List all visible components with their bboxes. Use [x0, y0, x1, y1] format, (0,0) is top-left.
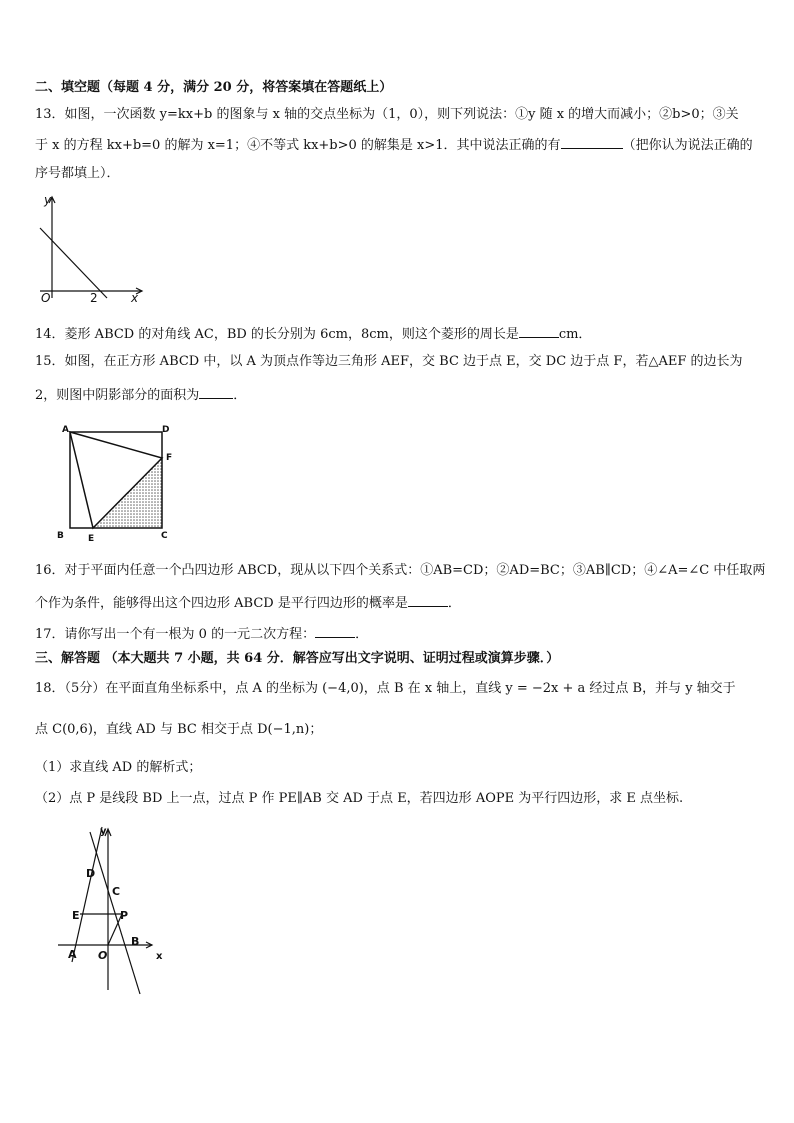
q13-origin-label: O [41, 291, 51, 305]
q15-label-d: D [162, 425, 170, 435]
q18-line-1: 18．（5分）在平面直角坐标系中，点 A 的坐标为 (−4,0)，点 B 在 x 轴上，直线 y = −2x + a 经过点 B，并与 y 轴交于 [35, 681, 736, 696]
q18-x-label: x [156, 951, 163, 962]
q15-line-2 [35, 384, 246, 405]
q15-line-1: 15．如图，在正方形 ABCD 中，以 A 为顶点作等边三角形 AEF，交 BC 边于点 E，交 DC 边于点 F，若△AEF 的边长为 [35, 354, 743, 369]
section-3-title: 三、解答题 [35, 651, 101, 666]
q13-function-line [40, 228, 107, 298]
q13-y-label: y [44, 193, 52, 207]
q18-part-2: （2）点 P 是线段 BD 上一点，过点 P 作 PE∥AB 交 AD 于点 E，若四边形 AOPE 为平行四边形，求 E 点坐标. [35, 791, 684, 806]
q15-text-b: ． [233, 388, 247, 403]
section-3-heading [35, 650, 559, 668]
section-3-instructions: （本大题共 7 小题，共 64 分．解答应写出文字说明、证明过程或演算步骤．） [104, 651, 560, 666]
q13-line-1: 13．如图，一次函数 y=kx+b 的图象与 x 轴的交点坐标为（1，0），则下列说法：①y 随 x 的增大而减小；②b>0；③关 [35, 107, 739, 122]
q18-label-p: P [120, 909, 129, 922]
q18-line-2: 点 C(0,6)，直线 AD 与 BC 相交于点 D(−1,n)； [35, 722, 323, 737]
q16-line-2 [35, 592, 461, 613]
q15-label-e: E [88, 534, 95, 544]
q15-square-figure [52, 420, 182, 545]
section-2-heading: 二、填空题（每题 4 分，满分 20 分，将答案填在答题纸上） [35, 80, 393, 95]
q18-label-e: E [72, 909, 80, 922]
q14-answer-blank[interactable] [519, 323, 559, 338]
q14-line [35, 323, 591, 344]
q15-text-a: 2，则图中阴影部分的面积为 [35, 388, 200, 403]
q13-text-a: 于 x 的方程 kx+b=0 的解为 x=1；④不等式 kx+b>0 的解集是 x>1．其中说法正确的有 [35, 138, 561, 153]
q18-label-o: O [98, 949, 108, 962]
q13-line-2 [35, 134, 753, 155]
q16-line-1: 16．对于平面内任意一个凸四边形 ABCD，现从以下四个关系式：①AB=CD；②AD=BC；③AB∥CD；④∠A=∠C 中任取两 [35, 563, 766, 578]
q17-text-b: ． [355, 627, 369, 642]
q18-label-c: C [112, 885, 121, 898]
q17-answer-blank[interactable] [315, 623, 355, 638]
q13-intercept-label: 2 [90, 291, 98, 305]
q18-line-bc [90, 832, 140, 994]
q14-text-a: 14．菱形 ABCD 的对角线 AC，BD 的长分别为 6cm，8cm，则这个菱形的周长是 [35, 327, 519, 342]
q18-line-ad [72, 827, 102, 962]
q17-line [35, 623, 368, 644]
q15-label-c: C [161, 531, 168, 541]
q18-y-label: y [100, 826, 107, 837]
q14-text-b: cm． [558, 327, 592, 342]
q15-answer-blank[interactable] [199, 384, 233, 399]
q15-label-b: B [57, 531, 64, 541]
q16-answer-blank[interactable] [408, 592, 448, 607]
q15-label-a: A [62, 425, 69, 435]
q13-x-label: x [131, 291, 139, 305]
q13-text-b: （把你认为说法正确的 [622, 138, 753, 153]
q15-label-f: F [166, 453, 173, 463]
q17-text-a: 17．请你写出一个有一根为 0 的一元二次方程： [35, 627, 316, 642]
q13-answer-blank[interactable] [561, 134, 623, 149]
q16-text-a: 个作为条件，能够得出这个四边形 ABCD 是平行四边形的概率是 [35, 596, 408, 611]
q18-label-d: D [86, 867, 96, 880]
q18-coordinate-figure [52, 822, 172, 997]
q13-graph-figure [35, 192, 150, 307]
q18-part-1: （1）求直线 AD 的解析式； [35, 760, 202, 775]
q16-text-b: ． [447, 596, 461, 611]
q13-line-3: 序号都填上）． [35, 166, 120, 181]
q18-label-b: B [131, 935, 140, 948]
q18-label-a: A [68, 948, 77, 961]
